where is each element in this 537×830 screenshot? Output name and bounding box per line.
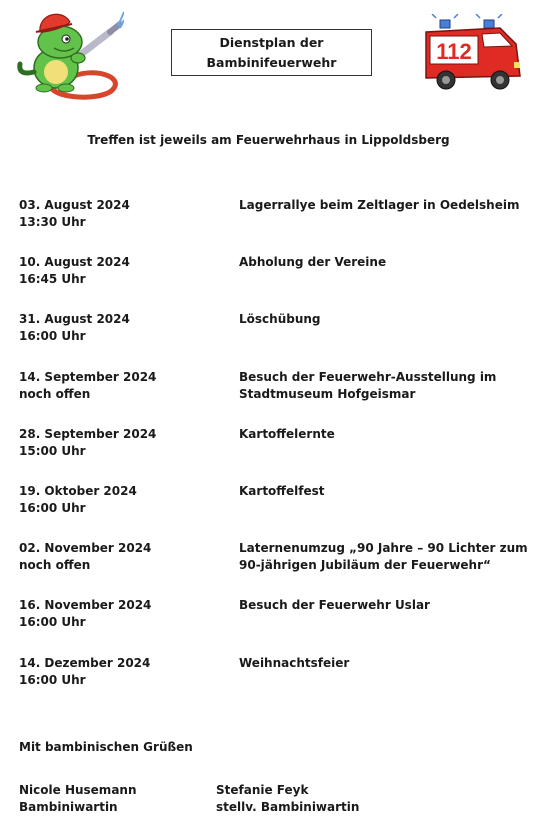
event-date: 10. August 2024 [19,255,130,270]
event-date: 14. September 2024 [19,369,157,384]
truck-number: 112 [436,39,472,64]
event-row [19,483,519,540]
signature-block [19,782,137,816]
event-row [19,540,528,597]
event-time: 16:00 Uhr [19,329,86,344]
event-list [19,197,528,712]
event-time: 16:00 Uhr [19,500,86,515]
event-description: Kartoffelernte [239,426,335,441]
event-time: 16:00 Uhr [19,615,86,630]
event-description-cont: 90-jährigen Jubiläum der Feuerwehr“ [239,558,491,573]
title-box [171,29,372,76]
event-row [19,426,519,483]
title-line-1: Dienstplan der [219,34,324,50]
event-description: Löschübung [239,312,321,327]
event-time: noch offen [19,558,91,573]
event-time: 16:45 Uhr [19,272,86,287]
event-row [19,254,519,311]
event-description-cont: Stadtmuseum Hofgeismar [239,386,416,401]
event-time: 13:30 Uhr [19,215,86,229]
fire-truck-logo [420,14,526,94]
event-description: Laternenumzug „90 Jahre – 90 Lichter zum [239,541,528,556]
signature-role: stellv. Bambiniwartin [216,800,360,814]
event-row [19,369,519,426]
title-line-2: Bambinifeuerwehr [206,54,337,70]
signature-name: Nicole Husemann [19,783,137,797]
event-time: 16:00 Uhr [19,672,86,687]
signature-block [216,782,359,816]
event-row [19,311,519,368]
event-date: 02. November 2024 [19,541,152,556]
event-description: Abholung der Vereine [239,255,387,270]
event-date: 03. August 2024 [19,198,130,212]
event-date: 16. November 2024 [19,598,152,613]
meeting-location: Treffen ist jeweils am Feuerwehrhaus in Lippoldsberg [87,133,450,147]
event-date: 28. September 2024 [19,426,157,441]
signature-role: Bambiniwartin [19,800,118,814]
event-date: 19. Oktober 2024 [19,483,137,498]
greeting: Mit bambinischen Grüßen [19,740,193,754]
event-row [19,655,519,712]
event-date: 14. Dezember 2024 [19,655,151,670]
event-date: 31. August 2024 [19,312,130,327]
dragon-firefighter-logo [14,6,124,102]
event-description: Weihnachtsfeier [239,655,350,670]
event-description: Kartoffelfest [239,483,325,498]
event-row [19,197,519,254]
event-description: Besuch der Feuerwehr-Ausstellung im [239,369,497,384]
event-row [19,597,519,654]
event-time: 15:00 Uhr [19,443,86,458]
event-time: noch offen [19,386,91,401]
event-description: Besuch der Feuerwehr Uslar [239,598,430,613]
header [0,0,537,110]
signature-name: Stefanie Feyk [216,783,309,797]
event-description: Lagerrallye beim Zeltlager in Oedelsheim [239,198,520,212]
